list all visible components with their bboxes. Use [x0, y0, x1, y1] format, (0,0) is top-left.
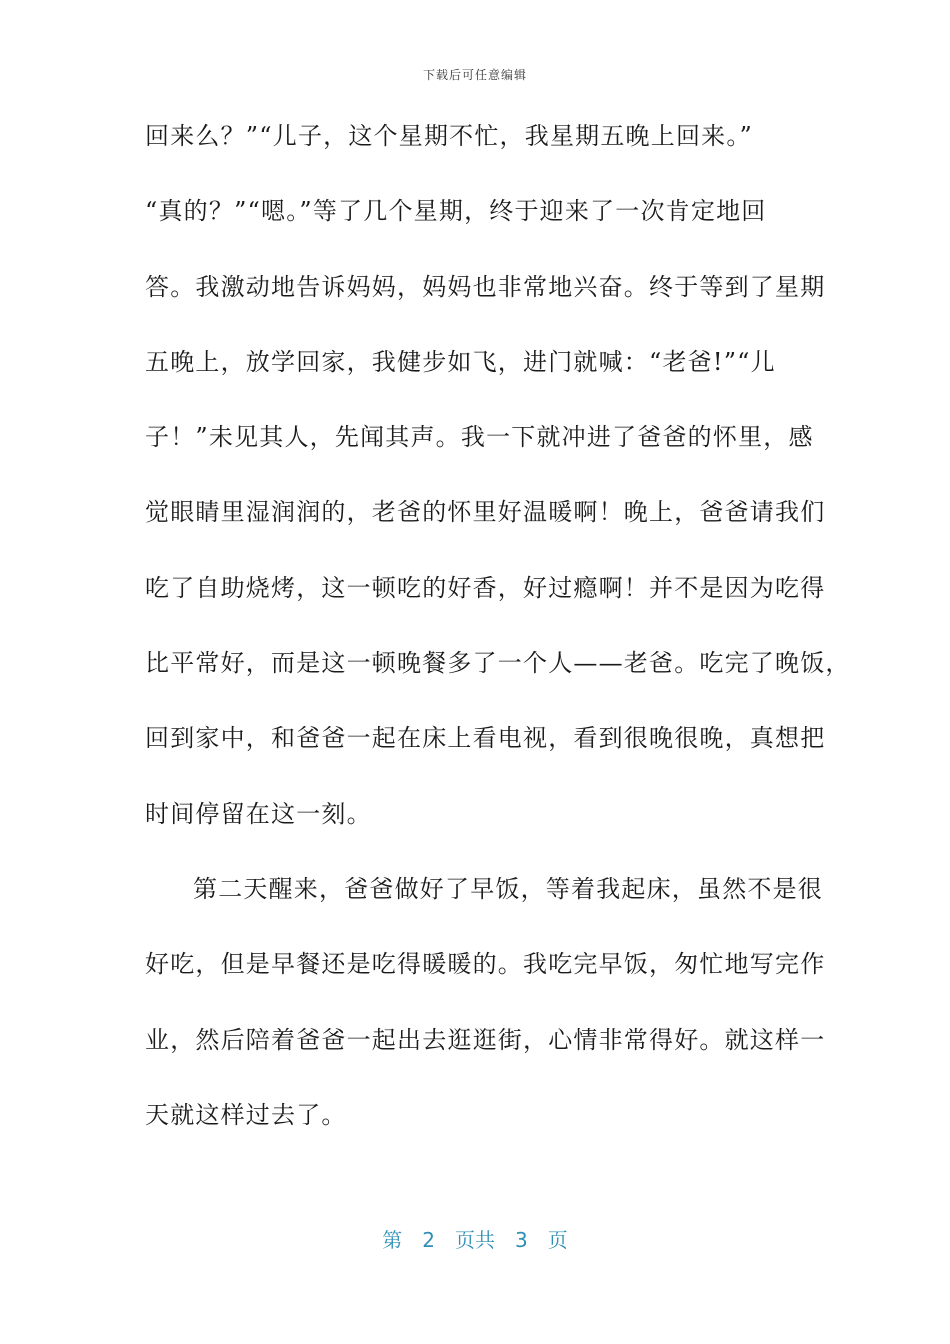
- paragraph-line: 回到家中，和爸爸一起在床上看电视，看到很晚很晚，真想把: [145, 724, 826, 753]
- paragraph-line: 吃了自助烧烤，这一顿吃的好香，好过瘾啊！并不是因为吃得: [145, 573, 826, 602]
- paragraph-line: 第二天醒来，爸爸做好了早饭，等着我起床，虽然不是很: [193, 874, 823, 903]
- page-label-suffix: 页: [547, 1228, 568, 1252]
- page-current: 2: [422, 1228, 435, 1252]
- page-label-prefix: 第: [382, 1228, 403, 1252]
- paragraph-line: 比平常好，而是这一顿晚餐多了一个人——老爸。吃完了晚饭，: [145, 649, 851, 678]
- paragraph-line: “真的？”“嗯。”等了几个星期，终于迎来了一次肯定地回: [145, 197, 767, 226]
- paragraph-line: 觉眼睛里湿润润的，老爸的怀里好温暖啊！晚上，爸爸请我们: [145, 498, 826, 527]
- paragraph-line: 好吃，但是早餐还是吃得暖暖的。我吃完早饭，匆忙地写完作: [145, 950, 826, 979]
- paragraph-line: 回来么？”“儿子，这个星期不忙，我星期五晚上回来。”: [145, 122, 754, 150]
- page-footer: [0, 1224, 950, 1253]
- paragraph-line: 时间停留在这一刻。: [145, 799, 372, 828]
- page-label-mid: 页共: [455, 1228, 495, 1252]
- document-body: [145, 118, 851, 1172]
- page-total: 3: [515, 1228, 528, 1252]
- paragraph-line: 答。我激动地告诉妈妈，妈妈也非常地兴奋。终于等到了星期: [145, 272, 826, 301]
- paragraph-line: 五晚上，放学回家，我健步如飞，进门就喊：“老爸!”“儿: [145, 347, 776, 376]
- paragraph-line: 业，然后陪着爸爸一起出去逛逛街，心情非常得好。就这样一: [145, 1025, 826, 1054]
- paragraph-line: 子！”未见其人，先闻其声。我一下就冲进了爸爸的怀里，感: [145, 423, 814, 452]
- header-note: 下载后可任意编辑: [422, 68, 527, 82]
- paragraph-line: 天就这样过去了。: [145, 1100, 347, 1129]
